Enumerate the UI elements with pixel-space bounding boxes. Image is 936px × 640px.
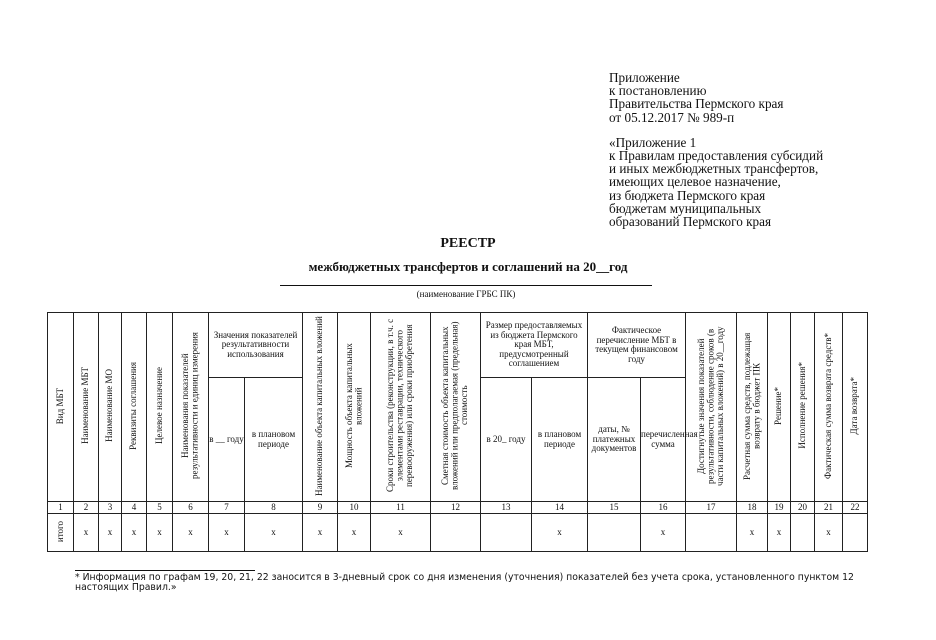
group-header-indicator-values: Значения показателей результативности использования [209,313,303,378]
col-header-mbt-type: Вид МБТ [48,313,74,502]
total-cell: x [303,514,338,552]
header-line: имеющих целевое назначение, [609,174,781,190]
header-line: к постановлению [609,83,707,99]
column-number: 11 [371,502,431,514]
header-line: к Правилам предоставления субсидий [609,148,824,164]
col-header-planning-period: в плановом периоде [245,378,303,502]
total-label: итого [48,514,74,552]
col-header-current-year: в __ году [209,378,245,502]
total-cell: x [532,514,588,552]
total-cell [843,514,868,552]
col-header-construction-terms: Сроки строительства (реконструкции, в т.ч. с элементами реставрации, технического перевооружения) или сроки приобретения [371,313,431,502]
column-number: 14 [532,502,588,514]
header-line: от 05.12.2017 № 989-п [609,109,735,125]
column-number: 3 [99,502,122,514]
total-cell: x [815,514,843,552]
column-number: 13 [481,502,532,514]
grbs-caption: (наименование ГРБС ПК) [416,289,516,299]
total-cell: x [122,514,147,552]
column-number: 4 [122,502,147,514]
registry-table [47,312,868,552]
col-header-mo-name: Наименование МО [99,313,122,502]
footnote-separator [75,570,255,571]
total-cell: x [147,514,173,552]
total-cell: x [371,514,431,552]
column-numbers-row [48,502,868,514]
column-number: 21 [815,502,843,514]
total-cell: x [338,514,371,552]
total-cell: x [641,514,686,552]
total-cell [686,514,737,552]
header-line: бюджетам муниципальных [609,200,762,216]
header-line: Правительства Пермского края [609,96,784,112]
column-number: 15 [588,502,641,514]
col-header-object-capacity: Мощность объекта капитальных вложений [338,313,371,502]
col-header-payment-docs: даты, № платежных документов [588,378,641,502]
group-header-actual-transfer: Фактическое перечисление МБТ в текущем финансовом году [588,313,686,378]
document-subtitle: межбюджетных трансфертов и соглашений на 20__год [308,259,628,274]
document-title: РЕЕСТР [440,236,496,251]
col-header-amount-planning: в плановом периоде [532,378,588,502]
column-number: 10 [338,502,371,514]
column-number: 18 [737,502,768,514]
col-header-estimated-cost: Сметная стоимость объекта капитальных вложений или предполагаемая (предельная) стоимость [431,313,481,502]
group-header-mbt-amount: Размер предоставляемых из бюджета Пермского края МБТ, предусмотренный соглашением [481,313,588,378]
col-header-amount-year: в 20_ году [481,378,532,502]
total-cell [481,514,532,552]
column-number: 9 [303,502,338,514]
total-row [48,514,868,552]
total-cell: x [209,514,245,552]
total-cell: x [737,514,768,552]
header-line: «Приложение 1 [609,134,697,150]
col-header-decision: Решение* [768,313,791,502]
column-number: 20 [791,502,815,514]
col-header-transferred-sum: перечисленная сумма [641,378,686,502]
column-number: 1 [48,502,74,514]
col-header-actual-return: Фактическая сумма возврата средств* [815,313,843,502]
footnote: * Информация по графам 19, 20, 21, 22 заносится в 3-дневный срок со дня изменения (уточнения) показателей без учета срока, установленного пунктом 12 настоящих Правил.» [75,572,854,593]
col-header-indicators: Наименования показателей результативности и единиц измерения [173,313,209,502]
column-number: 2 [74,502,99,514]
total-cell [588,514,641,552]
total-cell: x [768,514,791,552]
total-cell [791,514,815,552]
header-line: Приложение [609,70,680,85]
total-cell [431,514,481,552]
total-cell: x [173,514,209,552]
appendix-header [609,71,899,228]
column-number: 16 [641,502,686,514]
column-number: 7 [209,502,245,514]
col-header-purpose: Целевое назначение [147,313,173,502]
total-cell: x [99,514,122,552]
column-number: 19 [768,502,791,514]
column-number: 12 [431,502,481,514]
column-number: 22 [843,502,868,514]
column-number: 6 [173,502,209,514]
col-header-agreement-details: Реквизиты соглашения [122,313,147,502]
total-cell: x [245,514,303,552]
total-cell: x [74,514,99,552]
header-line: и иных межбюджетных трансфертов, [609,161,819,177]
grbs-underline [280,285,652,286]
col-header-return-date: Дата возврата* [843,313,868,502]
col-header-return-amount: Расчетная сумма средств, подлежащая возврату в бюджет ПК [737,313,768,502]
column-number: 5 [147,502,173,514]
column-number: 8 [245,502,303,514]
col-header-decision-execution: Исполнение решения* [791,313,815,502]
header-line: образований Пермского края [609,214,772,230]
column-number: 17 [686,502,737,514]
col-header-object-name: Наименование объекта капитальных вложений [303,313,338,502]
col-header-achieved-values: Достигнутые значения показателей результативности, соблюдение сроков (в части капитальных вложений) в 20__году [686,313,737,502]
col-header-mbt-name: Наименование МБТ [74,313,99,502]
header-line: из бюджета Пермского края [609,187,766,203]
